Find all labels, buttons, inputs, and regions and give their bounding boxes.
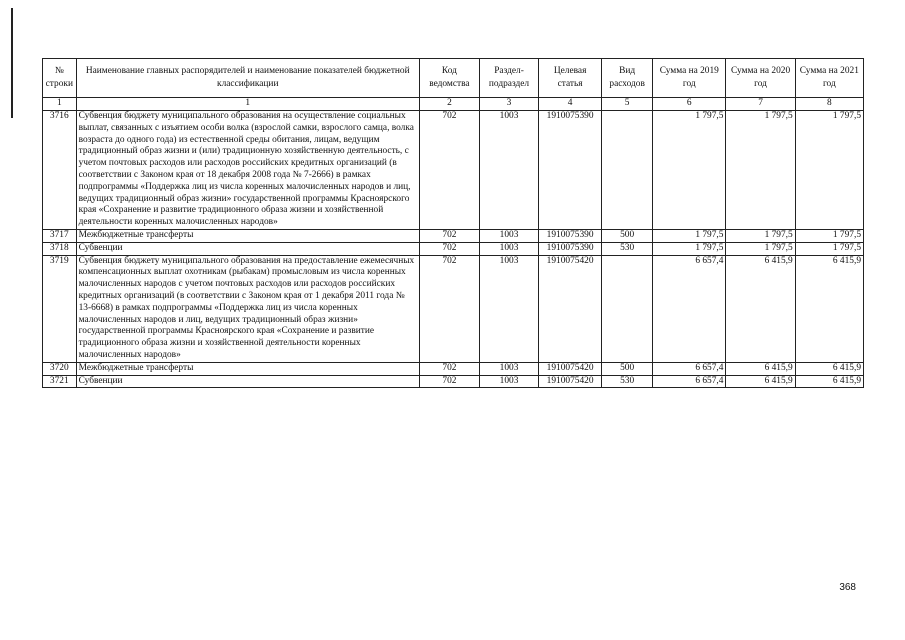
row-expense-kind: 500 [602, 229, 653, 242]
row-sum-2020: 6 415,9 [726, 375, 795, 388]
row-department-code: 702 [419, 111, 479, 230]
row-sum-2019: 6 657,4 [653, 362, 726, 375]
header-sum-2019: Сумма на 2019 год [653, 59, 726, 98]
row-target-article: 1910075390 [539, 229, 602, 242]
row-section: 1003 [479, 375, 538, 388]
row-section: 1003 [479, 111, 538, 230]
row-name: Межбюджетные трансферты [76, 362, 419, 375]
row-sum-2020: 1 797,5 [726, 111, 795, 230]
row-expense-kind: 530 [602, 242, 653, 255]
row-sum-2020: 6 415,9 [726, 362, 795, 375]
row-name: Субвенция бюджету муниципального образования на осуществление социальных выплат, связанных с изъятием особи волка (взрослой самки, взрослого самца, волка возраста до одного года) из естественной среды обитания, лицам, ведущим традиционный образ жизни и (или) традиционную хозяйственную деятельность, с учетом почтовых расходов или расходов российских кредитных организаций (в соответствии с Законом края от 18 декабря 2008 года № 7-2666) в рамках подпрограммы «Поддержка лиц из числа коренных малочисленных народов и лиц, ведущих традиционный образ жизни» государственной программы Красноярского края «Сохранение и развитие традиционного образа жизни и хозяйственной деятельности коренных малочисленных народов» [76, 111, 419, 230]
row-section: 1003 [479, 242, 538, 255]
row-expense-kind: 530 [602, 375, 653, 388]
column-number: 6 [653, 98, 726, 111]
row-sum-2021: 1 797,5 [795, 111, 863, 230]
column-number: 3 [479, 98, 538, 111]
row-department-code: 702 [419, 362, 479, 375]
row-sum-2019: 6 657,4 [653, 375, 726, 388]
table-row [43, 111, 864, 230]
row-number: 3721 [43, 375, 77, 388]
header-expense-kind: Вид расходов [602, 59, 653, 98]
row-section: 1003 [479, 229, 538, 242]
table-row [43, 255, 864, 362]
column-number: 7 [726, 98, 795, 111]
header-department-code: Код ведомства [419, 59, 479, 98]
row-sum-2020: 1 797,5 [726, 242, 795, 255]
page-number: 368 [839, 582, 856, 593]
row-target-article: 1910075420 [539, 375, 602, 388]
row-sum-2020: 6 415,9 [726, 255, 795, 362]
header-target-article: Целевая статья [539, 59, 602, 98]
row-number: 3720 [43, 362, 77, 375]
column-number: 8 [795, 98, 863, 111]
header-section: Раздел-подраздел [479, 59, 538, 98]
row-sum-2019: 1 797,5 [653, 111, 726, 230]
row-sum-2019: 1 797,5 [653, 242, 726, 255]
row-number: 3717 [43, 229, 77, 242]
header-name: Наименование главных распорядителей и наименование показателей бюджетной классификации [76, 59, 419, 98]
row-sum-2019: 6 657,4 [653, 255, 726, 362]
row-sum-2021: 6 415,9 [795, 255, 863, 362]
header-sum-2021: Сумма на 2021 год [795, 59, 863, 98]
row-number: 3718 [43, 242, 77, 255]
row-name: Субвенции [76, 375, 419, 388]
row-sum-2021: 6 415,9 [795, 362, 863, 375]
header-row-number: № строки [43, 59, 77, 98]
column-number: 2 [419, 98, 479, 111]
table-row [43, 375, 864, 388]
row-department-code: 702 [419, 375, 479, 388]
row-target-article: 1910075390 [539, 111, 602, 230]
column-number-row [43, 98, 864, 111]
row-target-article: 1910075390 [539, 242, 602, 255]
row-department-code: 702 [419, 255, 479, 362]
table-row [43, 362, 864, 375]
row-department-code: 702 [419, 242, 479, 255]
row-expense-kind [602, 111, 653, 230]
row-sum-2020: 1 797,5 [726, 229, 795, 242]
column-number: 4 [539, 98, 602, 111]
row-sum-2021: 1 797,5 [795, 229, 863, 242]
scan-edge-line [11, 8, 13, 118]
row-expense-kind: 500 [602, 362, 653, 375]
row-target-article: 1910075420 [539, 362, 602, 375]
row-sum-2019: 1 797,5 [653, 229, 726, 242]
row-target-article: 1910075420 [539, 255, 602, 362]
row-number: 3719 [43, 255, 77, 362]
row-expense-kind [602, 255, 653, 362]
table-row [43, 242, 864, 255]
row-section: 1003 [479, 255, 538, 362]
row-name: Межбюджетные трансферты [76, 229, 419, 242]
row-department-code: 702 [419, 229, 479, 242]
row-section: 1003 [479, 362, 538, 375]
table-header-row [43, 59, 864, 98]
column-number: 1 [43, 98, 77, 111]
column-number: 1 [76, 98, 419, 111]
row-number: 3716 [43, 111, 77, 230]
row-name: Субвенция бюджету муниципального образования на предоставление ежемесячных компенсационных выплат охотникам (рыбакам) промысловым из числа коренных малочисленных народов с учетом почтовых расходов или расходов российских кредитных организаций (в соответствии с Законом края от 1 декабря 2011 года № 13-6668) в рамках подпрограммы «Поддержка лиц из числа коренных малочисленных народов и лиц, ведущих традиционный образ жизни» государственной программы Красноярского края «Сохранение и развитие традиционного образа жизни и хозяйственной деятельности коренных малочисленных народов» [76, 255, 419, 362]
row-sum-2021: 1 797,5 [795, 242, 863, 255]
row-name: Субвенции [76, 242, 419, 255]
header-sum-2020: Сумма на 2020 год [726, 59, 795, 98]
budget-table [42, 58, 864, 388]
table-row [43, 229, 864, 242]
column-number: 5 [602, 98, 653, 111]
row-sum-2021: 6 415,9 [795, 375, 863, 388]
